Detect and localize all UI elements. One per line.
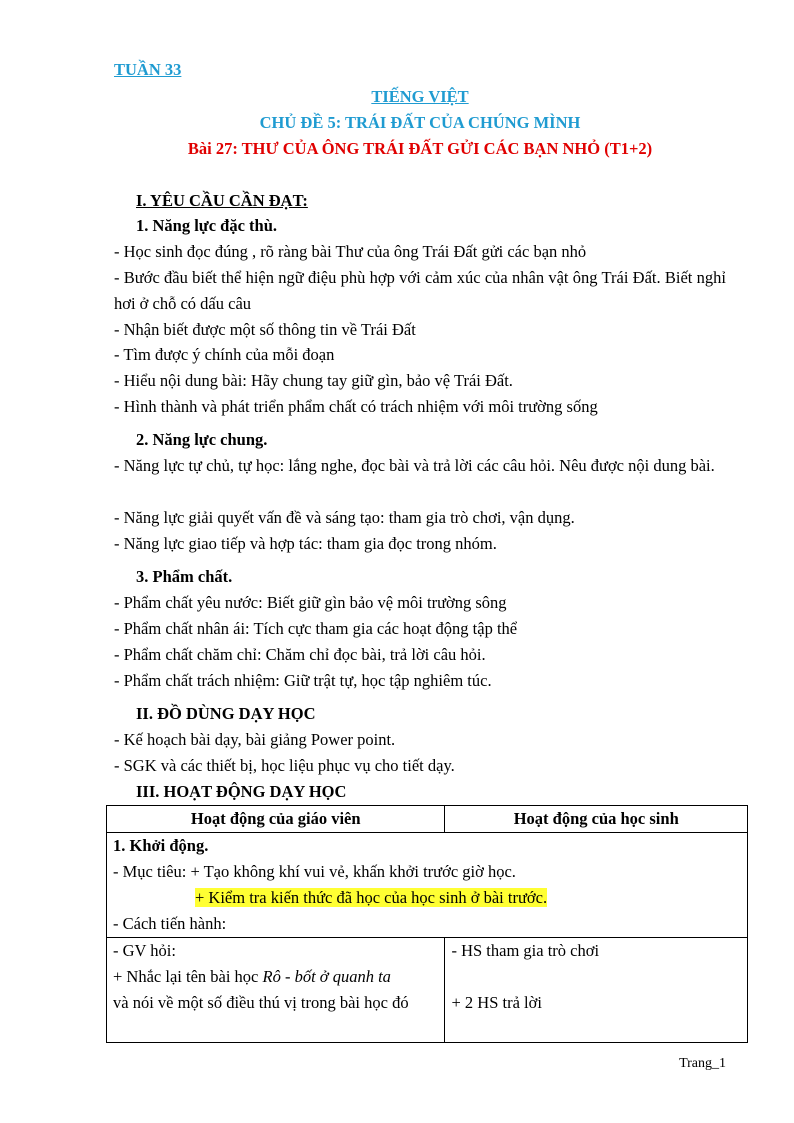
goal-line-1: - Mục tiêu: + Tạo không khí vui vẻ, khấn khởi trước giờ học. <box>113 862 516 881</box>
sub1-item-4: - Tìm được ý chính của mỗi đoạn <box>114 345 335 364</box>
sub2-item-1: - Năng lực tự chủ, tự học: lắng nghe, đọc bài và trả lời các câu hỏi. Nêu được nội dung bài. <box>114 456 715 475</box>
sub2-title: 2. Năng lực chung. <box>136 430 268 449</box>
method-line: - Cách tiến hành: <box>113 914 227 933</box>
sub3-item-3: - Phẩm chất chăm chỉ: Chăm chỉ đọc bài, trả lời câu hỏi. <box>114 645 486 664</box>
sub1-title: 1. Năng lực đặc thù. <box>136 216 277 235</box>
sub1-item-2: - Bước đầu biết thể hiện ngữ điệu phù hợp với cảm xúc của nhân vật ông Trái Đất. Biết nghỉ hơi ở chỗ có dấu câu <box>114 268 726 313</box>
teacher-line-3: và nói về một số điều thú vị trong bài học đó <box>113 993 409 1012</box>
goal-line-2: + Kiểm tra kiến thức đã học của học sinh ở bài trước. <box>195 888 548 907</box>
sub2-item-3: - Năng lực giao tiếp và hợp tác: tham gia đọc trong nhóm. <box>114 534 497 553</box>
student-cell <box>445 938 748 1043</box>
table-row <box>107 833 748 938</box>
warmup-cell <box>107 833 748 938</box>
table-row <box>107 938 748 1043</box>
sub3-item-4: - Phẩm chất trách nhiệm: Giữ trật tự, học tập nghiêm túc. <box>114 671 492 690</box>
section3-title: III. HOẠT ĐỘNG DẠY HỌC <box>136 782 347 801</box>
week-label: TUẦN 33 <box>114 60 182 79</box>
part1-title: 1. Khởi động. <box>113 836 209 855</box>
subject-title: TIẾNG VIỆT <box>371 87 469 106</box>
section2-title: II. ĐỒ DÙNG DẠY HỌC <box>136 704 316 723</box>
sub1-item-1: - Học sinh đọc đúng , rõ ràng bài Thư của ông Trái Đất gửi các bạn nhỏ <box>114 242 587 261</box>
table-header-row <box>107 806 748 833</box>
topic-title: CHỦ ĐỀ 5: TRÁI ĐẤT CỦA CHÚNG MÌNH <box>259 113 581 132</box>
goal-line-2-wrap <box>113 885 741 911</box>
teacher-line-1: - GV hỏi: <box>113 941 176 960</box>
sub1-item-6: - Hình thành và phát triển phẩm chất có trách nhiệm với môi trường sống <box>114 397 598 416</box>
blank-line <box>451 964 741 990</box>
student-line-1: - HS tham gia trò chơi <box>451 941 600 960</box>
sub3-item-1: - Phẩm chất yêu nước: Biết giữ gìn bảo vệ môi trường sông <box>114 593 507 612</box>
lesson-title: Bài 27: THƯ CỦA ÔNG TRÁI ĐẤT GỬI CÁC BẠN NHỎ (T1+2) <box>187 139 653 158</box>
teacher-cell <box>107 938 445 1043</box>
section1-title: I. YÊU CẦU CẦN ĐẠT: <box>136 191 308 210</box>
sub1-item-5: - Hiểu nội dung bài: Hãy chung tay giữ gìn, bảo vệ Trái Đất. <box>114 371 513 390</box>
lesson-ref-title: Rô - bốt ở quanh ta <box>262 967 391 986</box>
student-line-2: + 2 HS trả lời <box>451 993 542 1012</box>
section2-item-1: - Kế hoạch bài dạy, bài giảng Power point. <box>114 730 396 749</box>
section2-item-2: - SGK và các thiết bị, học liệu phục vụ cho tiết dạy. <box>114 756 455 775</box>
sub2-item-2: - Năng lực giải quyết vấn đề và sáng tạo: tham gia trò chơi, vận dụng. <box>114 508 575 527</box>
sub3-title: 3. Phẩm chất. <box>136 567 233 586</box>
sub3-item-2: - Phẩm chất nhân ái: Tích cực tham gia các hoạt động tập thể <box>114 619 518 638</box>
page-number: Trang_1 <box>679 1056 726 1071</box>
activity-table <box>106 805 748 1043</box>
sub1-item-3: - Nhận biết được một số thông tin về Trái Đất <box>114 320 416 339</box>
teacher-line-2-text: + Nhắc lại tên bài học <box>113 967 263 986</box>
teacher-line-2 <box>113 964 438 990</box>
col-teacher-header: Hoạt động của giáo viên <box>107 806 445 833</box>
col-student-header: Hoạt động của học sinh <box>445 806 748 833</box>
